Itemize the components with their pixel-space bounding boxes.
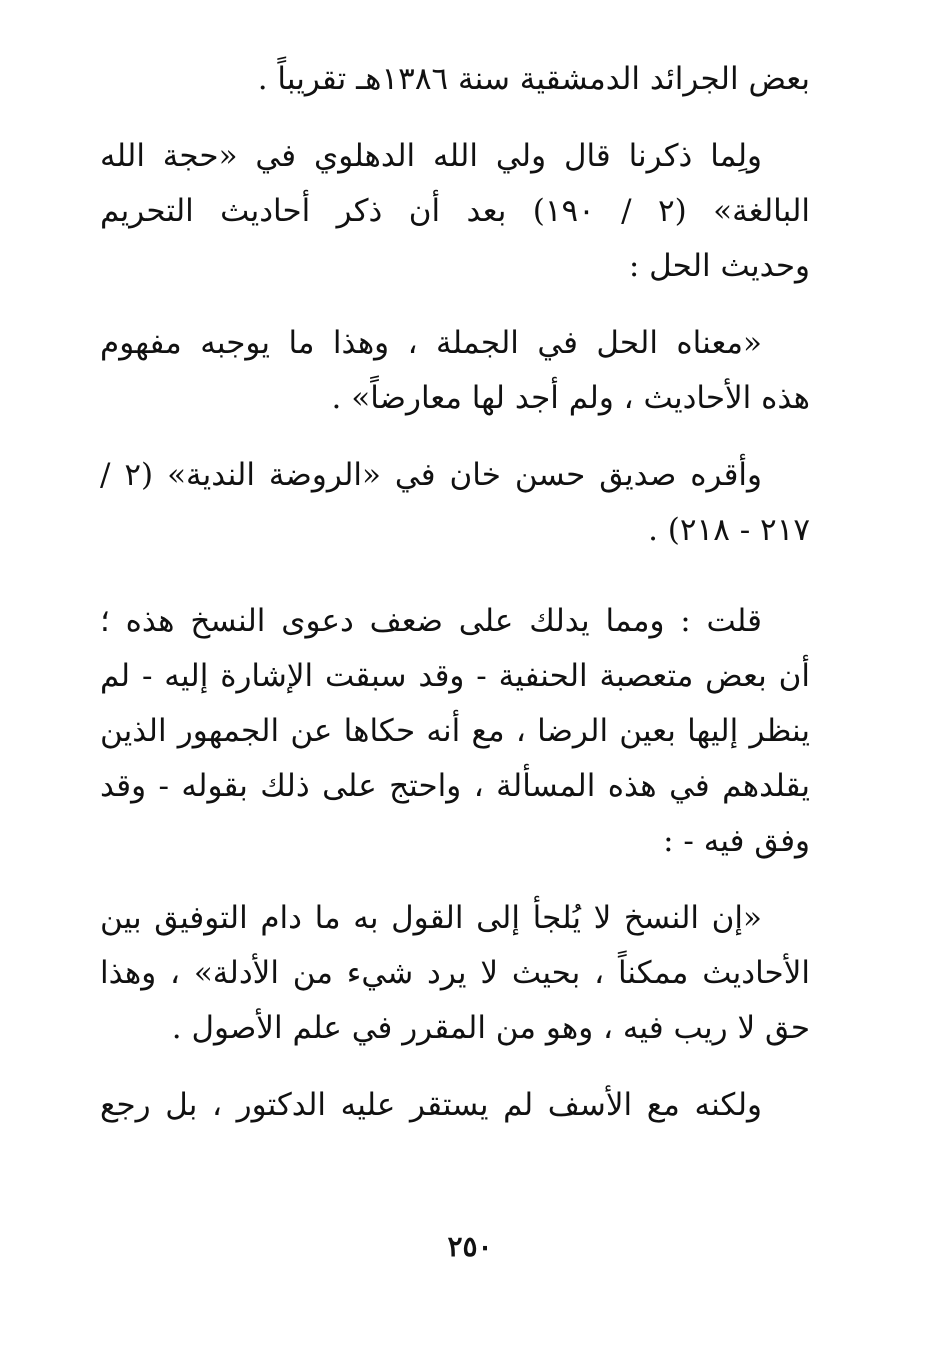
text-line: الأحاديث ممكناً ، بحيث لا يرد شيء من الأدلة» ، وهذا [100, 955, 810, 991]
text-line: «معناه الحل في الجملة ، وهذا ما يوجبه مفهوم [100, 325, 762, 361]
text-line: ينظر إليها بعين الرضا ، مع أنه حكاها عن الجمهور الذين [100, 713, 810, 749]
text-line: البالغة» (٢ / ١٩٠) بعد أن ذكر أحاديث التحريم [100, 193, 810, 229]
text-line: ولكنه مع الأسف لم يستقر عليه الدكتور ، بل رجع [100, 1087, 762, 1123]
text-line: ولِما ذكرنا قال ولي الله الدهلوي في «حجة الله [100, 138, 762, 174]
text-line: وفق فيه - : [663, 823, 810, 859]
paragraph-qultu [100, 594, 810, 869]
text-line: يقلدهم في هذه المسألة ، واحتج على ذلك بقوله - وقد [100, 768, 810, 804]
text-line: حق لا ريب فيه ، وهو من المقرر في علم الأصول . [171, 1010, 810, 1046]
page-number: ٢٥٠ [447, 1230, 493, 1263]
text-line: هذه الأحاديث ، ولم أجد لها معارضاً» . [331, 380, 810, 416]
paragraph-quote-naskh [100, 891, 810, 1056]
paragraph-quote-dehlawi [100, 316, 810, 426]
paragraph-lakinnahu [100, 1078, 810, 1133]
page-body [100, 52, 810, 1133]
text-line: قلت : ومما يدلك على ضعف دعوى النسخ هذه ؛ [100, 603, 762, 639]
text-line: «إن النسخ لا يُلجأ إلى القول به ما دام التوفيق بين [100, 900, 762, 936]
paragraph-siddiq-hasan [100, 448, 810, 558]
text-line: ٢١٧ - ٢١٨) . [648, 512, 810, 548]
text-line: بعض الجرائد الدمشقية سنة ١٣٨٦هـ تقريباً . [257, 61, 810, 97]
text-line: أن بعض متعصبة الحنفية - وقد سبقت الإشارة إليه - لم [100, 658, 810, 694]
paragraph-dehlawi [100, 129, 810, 294]
text-line: وحديث الحل : [628, 248, 810, 284]
paragraph-continuation [100, 52, 810, 107]
text-line: وأقره صديق حسن خان في «الروضة الندية» (٢ / [100, 457, 762, 493]
